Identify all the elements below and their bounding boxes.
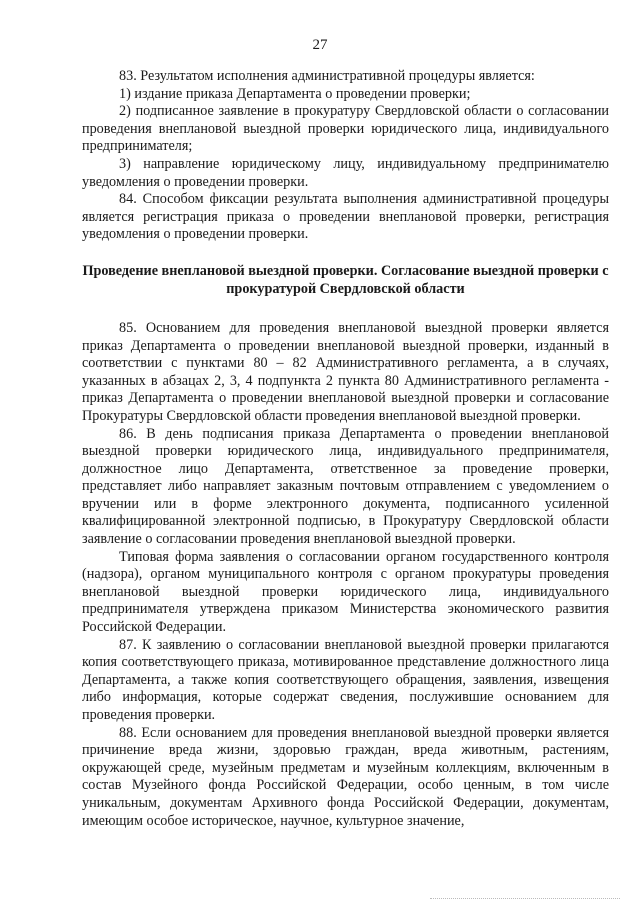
paragraph-83-item-3: 3) направление юридическому лицу, индивидуальному предпринимателю уведомления о проведении проверки.: [82, 155, 609, 190]
footer-dotted-line: [430, 898, 620, 899]
paragraph-typical-form: Типовая форма заявления о согласовании органом государственного контроля (надзора), органом муниципального контроля с органом прокуратуры проведения внеплановой выездной проверки юридического лица, индивидуального предпринимателя утверждена приказом Министерства экономического развития Российской Федерации.: [82, 548, 609, 636]
page-number: 27: [312, 37, 328, 53]
paragraph-83-item-1: 1) издание приказа Департамента о проведении проверки;: [119, 85, 471, 102]
paragraph-85: 85. Основанием для проведения внеплановой выездной проверки является приказ Департамента о проведении внеплановой выездной проверки, изданный в соответствии с пунктами 80 – 82 Административного регламента, а в случаях, указанных в абзацах 2, 3, 4 подпункта 2 пункта 80 Административного регламента - приказ Департамента о проведении внеплановой выездной проверки и согласование Прокуратуры Свердловской области проведения внеплановой выездной проверки.: [82, 319, 609, 424]
paragraph-84: 84. Способом фиксации результата выполнения административной процедуры является регистрация приказа о проведении внеплановой проверки, регистрация уведомления о проведении проверки.: [82, 191, 609, 243]
paragraph-83: 83. Результатом исполнения административной процедуры является:: [119, 68, 535, 84]
section-heading: Проведение внеплановой выездной проверки. Согласование выездной проверки с прокуратурой Свердловской области: [82, 262, 609, 297]
paragraph-87: 87. К заявлению о согласовании внеплановой выездной проверки прилагаются копия соответствующего приказа, мотивированное представление должностного лица Департамента, а также копия соответствующего обращения, заявления, извещения либо информация, которые содержат сведения, послужившие основанием для проведения проверки.: [82, 636, 609, 723]
paragraph-83-item-2: 2) подписанное заявление в прокуратуру Свердловской области о согласовании проведения внеплановой выездной проверки юридического лица, индивидуального предпринимателя;: [82, 103, 609, 155]
paragraph-88: 88. Если основанием для проведения внеплановой выездной проверки является причинение вреда жизни, здоровью граждан, вреда животным, растениям, окружающей среде, музейным предметам и музейным коллекциям, включенным в состав Музейного фонда Российской Федерации, особо ценным, в том числе уникальным, документам Архивного фонда Российской Федерации, документам, имеющим особое историческое, научное, культурное значение,: [82, 724, 609, 829]
document-body: [82, 68, 609, 830]
paragraph-86: 86. В день подписания приказа Департамента о проведении внеплановой выездной проверки юридического лица, индивидуального предпринимателя, должностное лицо Департамента, ответственное за проведение проверки, представляет либо направляет заказным почтовым отправлением с уведомлением о вручении или в форме электронного документа, подписанного усиленной квалифицированной электронной подписью, в Прокуратуру Свердловской области заявление о согласовании проведения внеплановой выездной проверки.: [82, 425, 609, 548]
